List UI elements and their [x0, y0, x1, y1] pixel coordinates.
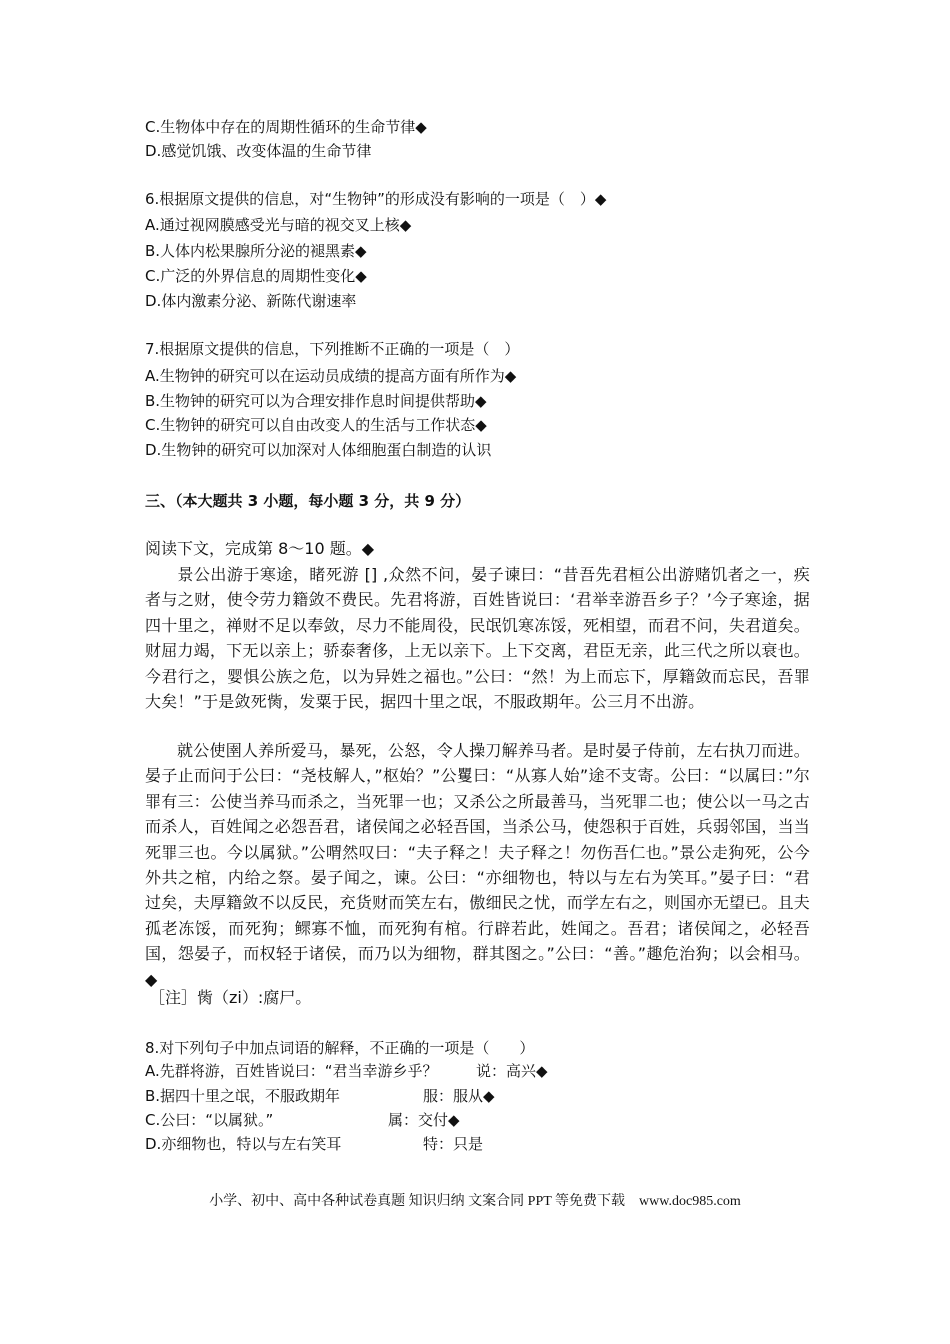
question-6-option-a: A.通过视网膜感受光与暗的视交叉上核◆: [145, 216, 412, 234]
question-8-option-a-meaning: 说：高兴◆: [476, 1062, 548, 1080]
question-7-option-c: C.生物钟的研究可以自由改变人的生活与工作状态◆: [145, 416, 487, 434]
question-6-option-d: D.体内激素分泌、新陈代谢速率: [145, 292, 357, 310]
question-8-stem: 8.对下列句子中加点词语的解释，不正确的一项是（ ）: [145, 1039, 535, 1057]
question-7-option-b: B.生物钟的研究可以为合理安排作息时间提供帮助◆: [145, 392, 487, 410]
question-7-option-a: A.生物钟的研究可以在运动员成绩的提高方面有所作为◆: [145, 367, 517, 385]
question-7-stem: 7.根据原文提供的信息，下列推断不正确的一项是（ ）: [145, 340, 520, 358]
question-8-option-a: A.先群将游，百姓皆说曰：“君当幸游乡乎？: [145, 1062, 438, 1080]
question-6-option-c: C.广泛的外界信息的周期性变化◆: [145, 267, 367, 285]
question-6-stem: 6.根据原文提供的信息，对“生物钟”的形成没有影响的一项是（ ）◆: [145, 190, 607, 208]
page-footer: 小学、初中、高中各种试卷真题 知识归纳 文案合同 PPT 等免费下载 www.doc985.com: [209, 1194, 741, 1209]
question-7-option-d: D.生物钟的研究可以加深对人体细胞蛋白制造的认识: [145, 441, 492, 459]
passage-paragraph-1-text: 景公出游于寒途，睹死游 [] ,众然不问，晏子谏曰：“昔吾先君桓公出游赌饥者之一，疾者与之财，使令劳力籍敛不费民。先君将游，百姓皆说曰：‘君举幸游吾乡子？’今子寒途，据四十里之，禅财不足以奉敛，尽力不能周役，民氓饥寒冻馁，死相望，而君不问，失君道矣。财屈力竭，下无以亲上；骄泰奢侈，上无以亲下。上下交离，君臣无亲，此三代之所以衰也。今君行之，婴惧公族之危，以为异姓之福也。”公曰：“然！为上而忘下，厚籍敛而忘民，吾罪大矣！”于是敛死胔，发粟于民，据四十里之氓，不服政期年。公三月不出游。: [145, 565, 810, 712]
option-d-prev: D.感觉饥饿、改变体温的生命节律: [145, 142, 372, 160]
reading-intro: 阅读下文，完成第 8～10 题。◆: [145, 539, 375, 558]
question-8-option-c: C.公曰：“以属狱。”: [145, 1111, 274, 1129]
question-8-option-d: D.亦细物也，特以与左右笑耳: [145, 1135, 342, 1153]
passage-paragraph-2-text: 就公使圉人养所爱马，暴死，公怒，令人操刀解养马者。是时晏子侍前，左右执刀而进。晏子止而问于公曰：“尧枝解人，”枢始？”公矍曰：“从寡人始”途不支寄。公曰：“以属曰：”尔罪有三：公使当养马而杀之，当死罪一也；又杀公之所最善马，当死罪二也；使公以一马之古而杀人，百姓闻之必怨吾君，诸侯闻之必轻吾国，当杀公马，使怨积于百姓，兵弱邻国，当当死罪三也。今以属狱。”公喟然叹曰：“夫子释之！夫子释之！勿伤吾仁也。”景公走狗死，公今外共之棺，内给之祭。晏子闻之，谏。公曰：“亦细物也，特以与左右为笑耳。”晏子曰：“君过矣，夫厚籍敛不以反民，充货财而笑左右，傲细民之忧，而学左右之，则国亦无望已。且夫孤老冻馁，而死狗；鳏寡不恤，而死狗有棺。行辟若此，姓闻之。吾君；诸侯闻之，必轻吾国，怨晏子，而权轻于诸侯，而乃以为细物，群其图之。”公曰：“善。”趣危治狗；以会相马。◆: [145, 741, 810, 989]
section-3-heading: 三、（本大题共 3 小题，每小题 3 分，共 9 分）: [145, 492, 471, 510]
question-8-option-d-meaning: 特：只是: [423, 1135, 484, 1153]
option-c-prev: C.生物体中存在的周期性循环的生命节律◆: [145, 118, 427, 136]
question-6-option-b: B.人体内松果腺所分泌的褪黑素◆: [145, 242, 367, 260]
question-8-option-b-meaning: 服：服从◆: [423, 1087, 495, 1105]
passage-paragraph-2: [145, 738, 810, 992]
question-8-option-b: B.据四十里之氓，不服政期年: [145, 1087, 341, 1105]
passage-paragraph-1: [145, 562, 810, 714]
question-8-option-c-meaning: 属：交付◆: [388, 1111, 460, 1129]
passage-note: ［注］胔（zi）:腐尸。: [149, 988, 312, 1007]
